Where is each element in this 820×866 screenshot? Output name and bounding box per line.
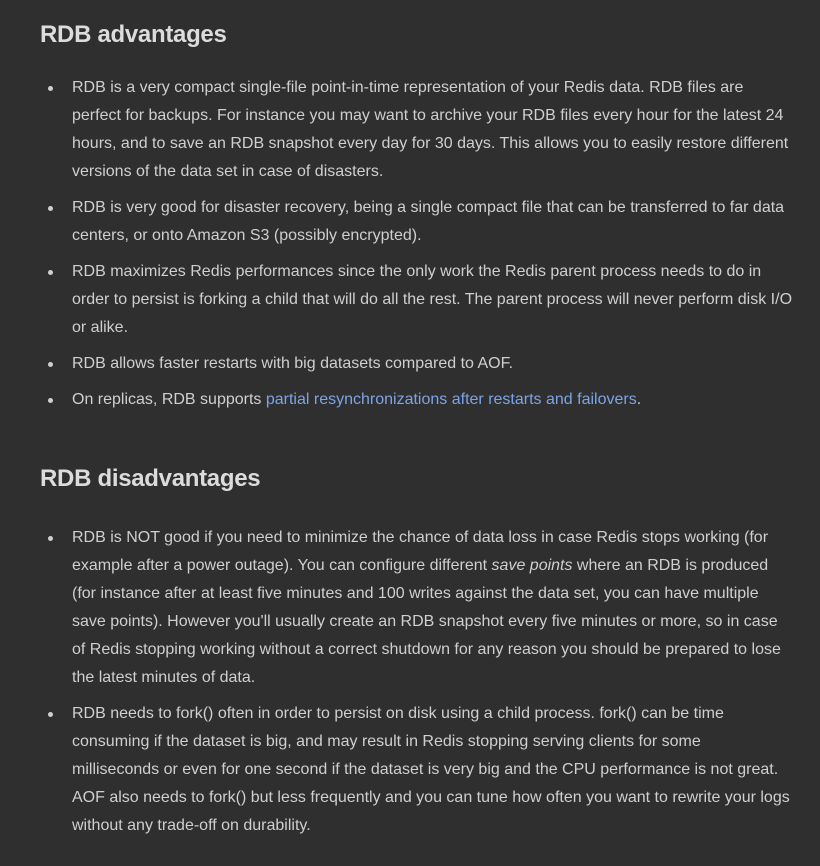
- list-item-text-part2: where an RDB is produced (for instance after at least five minutes and 100 writes against the data set, you can have multiple save points). However you'll usually create an RDB snapshot every five minutes or more, so in case of Redis stopping working without a correct shutdown for any reason you should be prepared to lose the latest minutes of data.: [72, 557, 781, 686]
- list-item: [40, 350, 792, 378]
- list-item-text: RDB is a very compact single-file point-in-time representation of your Redis data. RDB files are perfect for backups. For instance you may want to archive your RDB files every hour for the latest 24 hours, and to save an RDB snapshot every day for 30 days. This allows you to easily restore different versions of the data set in case of disasters.: [72, 79, 789, 180]
- list-item: [40, 194, 792, 250]
- list-item: [40, 74, 792, 186]
- save-points-emphasis: save points: [491, 557, 573, 574]
- list-item-text: RDB is very good for disaster recovery, being a single compact file that can be transferred to far data centers, or onto Amazon S3 (possibly encrypted).: [72, 199, 785, 244]
- list-item-text-part1: RDB is NOT good if you need to minimize the chance of data loss in case Redis stops working (for example after a power outage). You can configure different: [72, 529, 769, 574]
- list-item: [40, 258, 792, 342]
- bullet-icon: [48, 398, 53, 403]
- list-item: [40, 700, 792, 840]
- disadvantages-heading: RDB disadvantages: [40, 465, 261, 492]
- list-item-text: RDB maximizes Redis performances since the only work the Redis parent process needs to do in order to persist is forking a child that will do all the rest. The parent process will never perform disk I/O or alike.: [72, 263, 793, 336]
- list-item: [40, 524, 792, 692]
- bullet-icon: [48, 712, 53, 717]
- list-item-text: RDB allows faster restarts with big datasets compared to AOF.: [72, 355, 514, 372]
- disadvantages-list: [40, 524, 792, 840]
- bullet-icon: [48, 206, 53, 211]
- list-item: [40, 386, 792, 414]
- partial-resync-link[interactable]: partial resynchronizations after restarts and failovers: [265, 391, 637, 408]
- bullet-icon: [48, 362, 53, 367]
- bullet-icon: [48, 536, 53, 541]
- bullet-icon: [48, 270, 53, 275]
- advantages-heading: RDB advantages: [40, 21, 227, 48]
- bullet-icon: [48, 86, 53, 91]
- advantages-list: [40, 74, 792, 414]
- list-item-text-prefix: On replicas, RDB supports: [72, 391, 266, 408]
- list-item-text: RDB needs to fork() often in order to persist on disk using a child process. fork() can be time consuming if the dataset is big, and may result in Redis stopping serving clients for some milliseconds or even for one second if the dataset is very big and the CPU performance is not great. AOF also needs to fork() but less frequently and you can tune how often you want to rewrite your logs without any trade-off on durability.: [72, 705, 790, 834]
- list-item-text-suffix: .: [636, 391, 642, 408]
